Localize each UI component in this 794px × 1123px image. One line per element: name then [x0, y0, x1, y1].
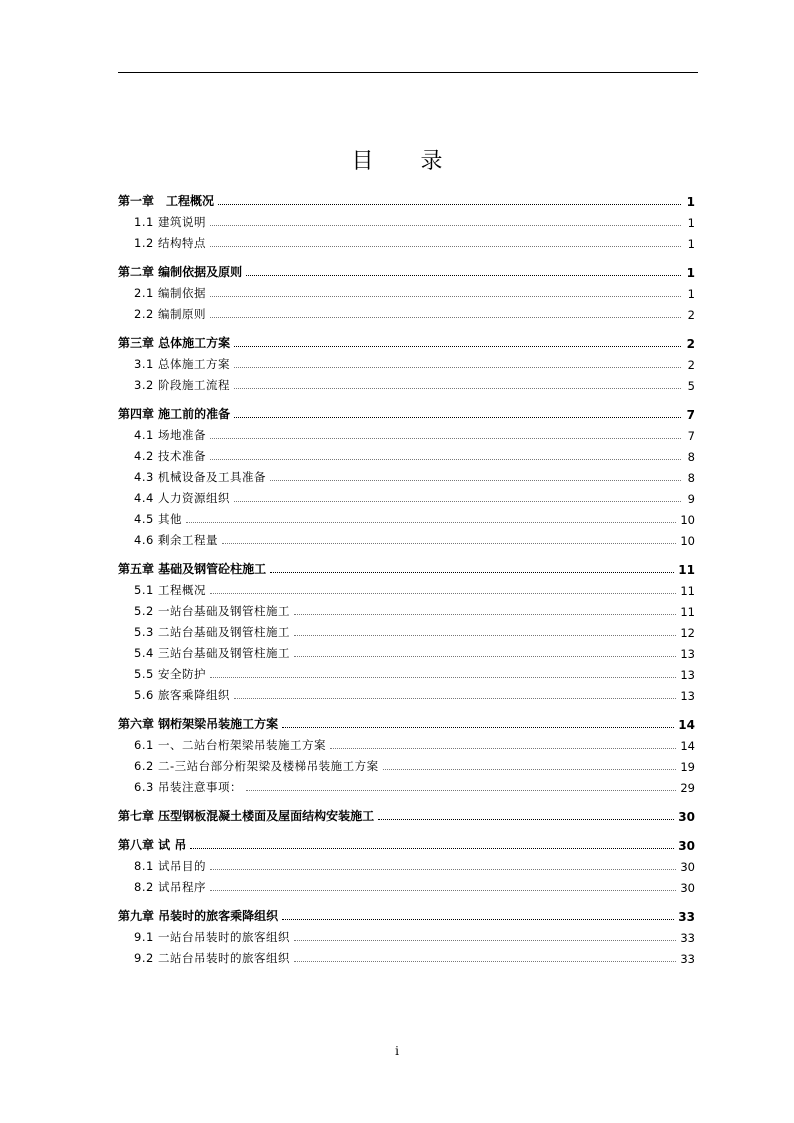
- dot-leader: [270, 572, 674, 573]
- toc-section-entry[interactable]: [118, 506, 695, 527]
- toc-section-entry[interactable]: [118, 640, 695, 661]
- toc-entry-label: 1.1 建筑说明: [134, 215, 206, 229]
- page-title: 目 录: [351, 149, 463, 174]
- toc-entry-page: 2: [687, 308, 695, 322]
- toc-entry-label: 9.2 二站台吊装时的旅客组织: [134, 951, 290, 965]
- toc-entry-label: 第四章 施工前的准备: [118, 407, 231, 421]
- toc-entry-label: 4.2 技术准备: [134, 449, 206, 463]
- toc-chapter-entry[interactable]: [118, 903, 695, 924]
- dot-leader: [234, 501, 681, 502]
- toc-section-entry[interactable]: [118, 945, 695, 966]
- dot-leader: [210, 459, 681, 460]
- toc-entry-label: 第五章 基础及钢管砼柱施工: [118, 562, 267, 576]
- toc-entry-page: 33: [680, 931, 695, 945]
- toc-entry-page: 8: [687, 450, 695, 464]
- dot-leader: [210, 225, 681, 226]
- toc-chapter-entry[interactable]: [118, 556, 695, 577]
- toc-entry-page: 7: [686, 408, 695, 422]
- toc-entry-page: 11: [680, 584, 695, 598]
- dot-leader: [210, 246, 681, 247]
- toc-entry-label: 4.6 剩余工程量: [134, 533, 218, 547]
- toc-entry-label: 3.1 总体施工方案: [134, 357, 230, 371]
- toc-entry-page: 29: [680, 781, 695, 795]
- toc-section-entry[interactable]: [118, 485, 695, 506]
- header-rule: [118, 72, 698, 73]
- toc-entry-page: 12: [680, 626, 695, 640]
- toc-entry-label: 第三章 总体施工方案: [118, 336, 231, 350]
- dot-leader: [330, 748, 676, 749]
- toc-section-entry[interactable]: [118, 230, 695, 251]
- toc-entry-label: 4.3 机械设备及工具准备: [134, 470, 266, 484]
- toc-section-entry[interactable]: [118, 753, 695, 774]
- toc-section-entry[interactable]: [118, 924, 695, 945]
- toc-entry-label: 2.1 编制依据: [134, 286, 206, 300]
- toc-entry-page: 1: [687, 216, 695, 230]
- toc-entry-label: 第八章 试 吊: [118, 838, 187, 852]
- toc-entry-label: 5.1 工程概况: [134, 583, 206, 597]
- toc-section-entry[interactable]: [118, 372, 695, 393]
- toc-section-entry[interactable]: [118, 443, 695, 464]
- toc-entry-page: 7: [687, 429, 695, 443]
- toc-entry-page: 8: [687, 471, 695, 485]
- dot-leader: [294, 940, 676, 941]
- toc-entry-label: 3.2 阶段施工流程: [134, 378, 230, 392]
- toc-entry-page: 10: [680, 513, 695, 527]
- toc-section-entry[interactable]: [118, 598, 695, 619]
- toc-entry-label: 5.5 安全防护: [134, 667, 206, 681]
- toc-entry-page: 30: [678, 839, 695, 853]
- toc-entry-label: 第六章 钢桁架梁吊装施工方案: [118, 717, 279, 731]
- toc-entry-page: 14: [678, 718, 695, 732]
- toc-chapter-entry[interactable]: [118, 259, 695, 280]
- toc-entry-label: 4.5 其他: [134, 512, 182, 526]
- toc-entry-label: 6.1 一、二站台桁架梁吊装施工方案: [134, 738, 326, 752]
- dot-leader: [190, 848, 674, 849]
- dot-leader: [234, 388, 681, 389]
- toc-entry-page: 1: [686, 195, 695, 209]
- dot-leader: [210, 890, 676, 891]
- dot-leader: [294, 614, 676, 615]
- toc-entry-page: 33: [678, 910, 695, 924]
- toc-entry-page: 9: [687, 492, 695, 506]
- toc-chapter-entry[interactable]: [118, 711, 695, 732]
- dot-leader: [234, 698, 676, 699]
- toc-section-entry[interactable]: [118, 464, 695, 485]
- toc-entry-label: 1.2 结构特点: [134, 236, 206, 250]
- toc-entry-page: 30: [680, 881, 695, 895]
- toc-entry-label: 5.6 旅客乘降组织: [134, 688, 230, 702]
- toc-entry-page: 11: [680, 605, 695, 619]
- dot-leader: [234, 346, 681, 347]
- dot-leader: [210, 296, 681, 297]
- table-of-contents: [118, 188, 695, 966]
- toc-entry-label: 第二章 编制依据及原则: [118, 265, 243, 279]
- toc-entry-label: 6.2 二-三站台部分桁架梁及楼梯吊装施工方案: [134, 759, 379, 773]
- toc-section-entry[interactable]: [118, 577, 695, 598]
- toc-chapter-entry[interactable]: [118, 832, 695, 853]
- dot-leader: [186, 522, 676, 523]
- toc-entry-label: 2.2 编制原则: [134, 307, 206, 321]
- toc-entry-label: 第一章 工程概况: [118, 194, 215, 208]
- toc-entry-page: 33: [680, 952, 695, 966]
- toc-entry-label: 4.1 场地准备: [134, 428, 206, 442]
- toc-entry-label: 4.4 人力资源组织: [134, 491, 230, 505]
- toc-entry-page: 30: [678, 810, 695, 824]
- toc-entry-label: 第七章 压型钢板混凝土楼面及屋面结构安装施工: [118, 809, 375, 823]
- toc-section-entry[interactable]: [118, 853, 695, 874]
- toc-entry-page: 1: [687, 287, 695, 301]
- toc-entry-label: 6.3 吊装注意事项：: [134, 780, 242, 794]
- toc-entry-page: 1: [687, 237, 695, 251]
- toc-entry-label: 8.1 试吊目的: [134, 859, 206, 873]
- dot-leader: [218, 204, 681, 205]
- toc-entry-page: 10: [680, 534, 695, 548]
- toc-entry-page: 11: [678, 563, 695, 577]
- toc-entry-page: 5: [687, 379, 695, 393]
- dot-leader: [246, 790, 676, 791]
- toc-entry-page: 13: [680, 668, 695, 682]
- toc-entry-label: 5.3 二站台基础及钢管柱施工: [134, 625, 290, 639]
- toc-chapter-entry[interactable]: [118, 188, 695, 209]
- toc-section-entry[interactable]: [118, 422, 695, 443]
- dot-leader: [282, 919, 674, 920]
- dot-leader: [282, 727, 674, 728]
- toc-entry-page: 2: [686, 337, 695, 351]
- toc-section-entry[interactable]: [118, 774, 695, 795]
- dot-leader: [210, 869, 676, 870]
- toc-entry-label: 8.2 试吊程序: [134, 880, 206, 894]
- toc-section-entry[interactable]: [118, 351, 695, 372]
- toc-section-entry[interactable]: [118, 527, 695, 548]
- dot-leader: [294, 635, 676, 636]
- dot-leader: [234, 417, 681, 418]
- toc-chapter-entry[interactable]: [118, 330, 695, 351]
- toc-entry-label: 9.1 一站台吊装时的旅客组织: [134, 930, 290, 944]
- dot-leader: [383, 769, 677, 770]
- dot-leader: [210, 677, 676, 678]
- toc-entry-label: 第九章 吊装时的旅客乘降组织: [118, 909, 279, 923]
- toc-section-entry[interactable]: [118, 661, 695, 682]
- dot-leader: [294, 656, 676, 657]
- dot-leader: [222, 543, 676, 544]
- dot-leader: [210, 438, 681, 439]
- toc-section-entry[interactable]: [118, 619, 695, 640]
- toc-entry-page: 13: [680, 647, 695, 661]
- toc-section-entry[interactable]: [118, 301, 695, 322]
- dot-leader: [378, 819, 674, 820]
- toc-section-entry[interactable]: [118, 732, 695, 753]
- toc-entry-page: 1: [686, 266, 695, 280]
- toc-entry-label: 5.4 三站台基础及钢管柱施工: [134, 646, 290, 660]
- dot-leader: [234, 367, 681, 368]
- dot-leader: [210, 317, 681, 318]
- toc-entry-label: 5.2 一站台基础及钢管柱施工: [134, 604, 290, 618]
- toc-section-entry[interactable]: [118, 280, 695, 301]
- toc-chapter-entry[interactable]: [118, 803, 695, 824]
- dot-leader: [270, 480, 681, 481]
- toc-chapter-entry[interactable]: [118, 401, 695, 422]
- toc-entry-page: 2: [687, 358, 695, 372]
- toc-section-entry[interactable]: [118, 209, 695, 230]
- dot-leader: [294, 961, 676, 962]
- toc-entry-page: 13: [680, 689, 695, 703]
- dot-leader: [246, 275, 681, 276]
- toc-entry-page: 30: [680, 860, 695, 874]
- toc-section-entry[interactable]: [118, 874, 695, 895]
- footer-page-number: i: [395, 1044, 399, 1058]
- toc-section-entry[interactable]: [118, 682, 695, 703]
- toc-entry-page: 19: [680, 760, 695, 774]
- toc-entry-page: 14: [680, 739, 695, 753]
- dot-leader: [210, 593, 676, 594]
